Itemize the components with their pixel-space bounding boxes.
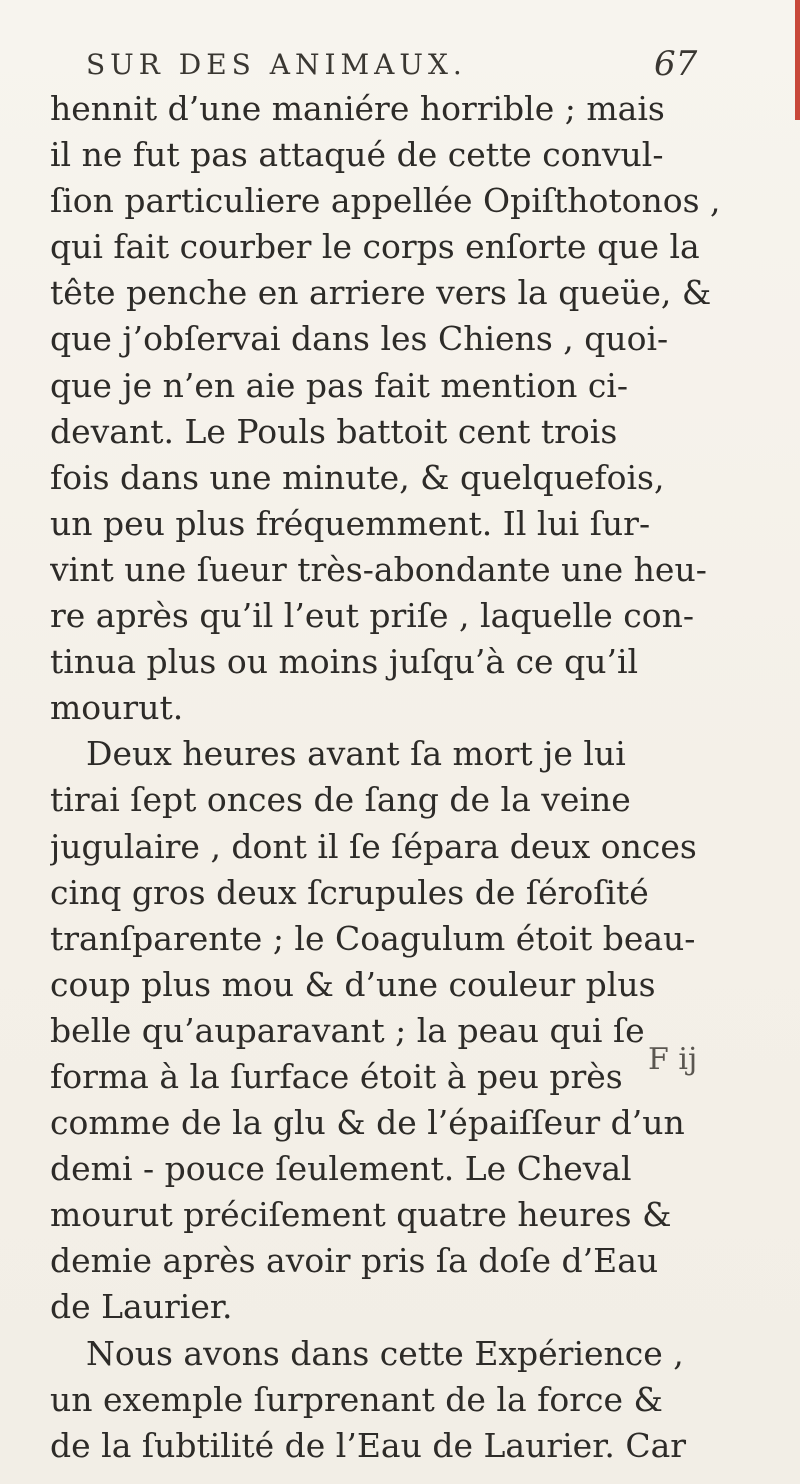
- text-line: re après qu’il l’eut priſe , laquelle con-: [50, 596, 695, 636]
- text-line: tranſparente ; le Coagulum étoit beau-: [50, 918, 696, 958]
- text-line: Deux heures avant ſa mort je lui: [86, 734, 626, 774]
- page-number: 67: [654, 44, 698, 84]
- text-line: forma à la ſurface étoit à peu près: [50, 1056, 623, 1096]
- signature-mark: F ij: [648, 1042, 698, 1077]
- text-line: tirai ſept onces de ſang de la veine: [50, 780, 631, 820]
- text-line: mourut.: [50, 688, 184, 728]
- text-line: que je n’en aie pas fait mention ci-: [50, 365, 629, 405]
- text-line: demie après avoir pris ſa doſe d’Eau: [50, 1241, 659, 1281]
- text-line: jugulaire , dont il ſe ſépara deux onces: [50, 826, 697, 866]
- text-line: tinua plus ou moins juſqu’à ce qu’il: [50, 642, 639, 682]
- body-text: [50, 86, 760, 1469]
- text-line: demi - pouce ſeulement. Le Cheval: [50, 1149, 632, 1189]
- text-line: il ne fut pas attaqué de cette convul-: [50, 135, 664, 175]
- text-line: hennit d’une maniére horrible ; mais: [50, 89, 665, 128]
- text-line: mourut préciſement quatre heures &: [50, 1195, 672, 1235]
- text-line: un peu plus fréquemment. Il lui ſur-: [50, 503, 651, 543]
- text-line: fois dans une minute, & quelquefois,: [50, 457, 665, 497]
- text-line: coup plus mou & d’une couleur plus: [50, 964, 656, 1004]
- text-line: de la ſubtilité de l’Eau de Laurier. Car: [50, 1425, 687, 1465]
- running-title: SUR DES ANIMAUX.: [86, 48, 467, 81]
- text-line: que j’obſervai dans les Chiens , quoi-: [50, 319, 669, 359]
- text-line: cinq gros deux ſcrupules de ſéroſité: [50, 872, 649, 912]
- text-line: qui fait courber le corps enſorte que la: [50, 227, 700, 267]
- text-line: de Laurier.: [50, 1287, 233, 1327]
- text-line: tête penche en arriere vers la queüe, &: [50, 273, 712, 313]
- text-line: devant. Le Pouls battoit cent trois: [50, 411, 618, 451]
- text-line: un exemple ſurprenant de la force &: [50, 1379, 663, 1419]
- text-line: ſion particuliere appellée Opiſthotonos ,: [50, 181, 721, 221]
- text-line: belle qu’auparavant ; la peau qui ſe: [50, 1010, 645, 1050]
- text-line: comme de la glu & de l’épaiſſeur d’un: [50, 1103, 685, 1143]
- text-line: vint une ſueur très-abondante une heu-: [50, 549, 707, 589]
- text-line: Nous avons dans cette Expérience ,: [86, 1333, 684, 1373]
